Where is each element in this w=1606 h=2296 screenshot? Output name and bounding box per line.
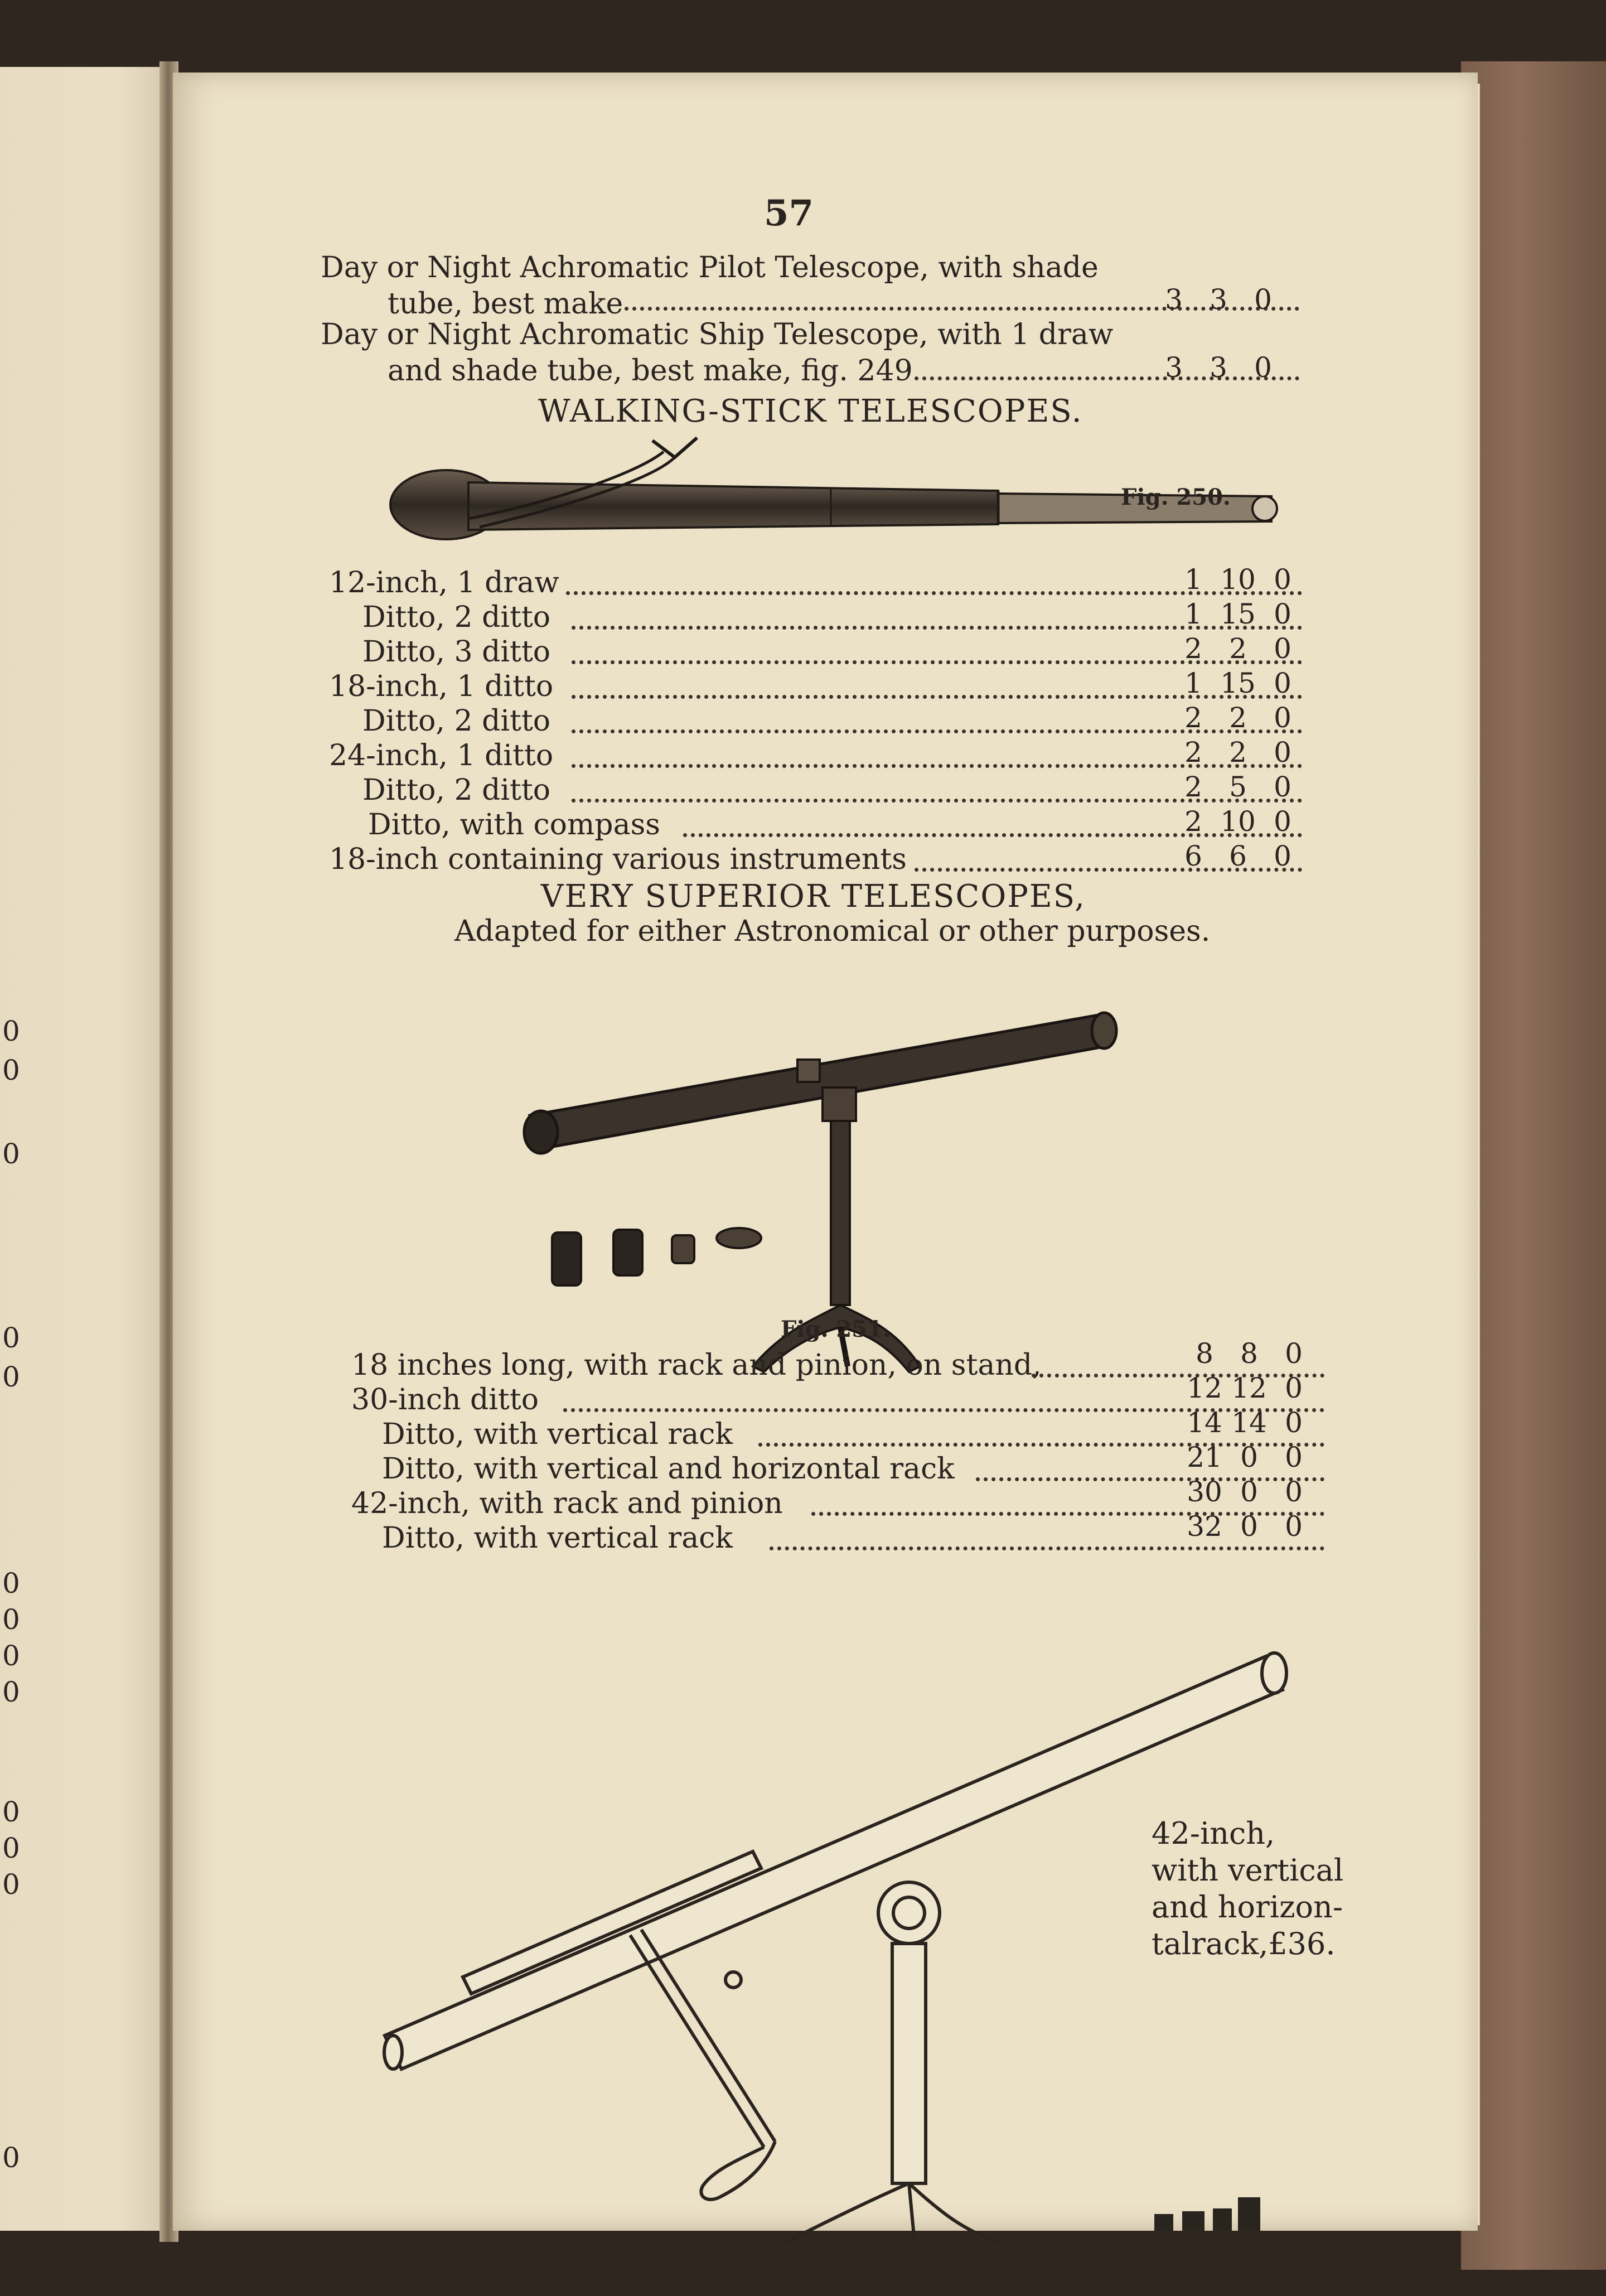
price-pounds: 12 — [1187, 1372, 1222, 1404]
pilot-line2: tube, best make — [388, 287, 623, 321]
price-shillings: 10 — [1220, 805, 1256, 838]
price-pence: 0 — [1274, 840, 1291, 872]
price-pence: 0 — [1285, 1372, 1303, 1404]
margin-digit: 0 — [2, 2142, 20, 2174]
price-shillings: 2 — [1229, 736, 1247, 768]
price-pounds: 2 — [1184, 771, 1202, 803]
margin-digit: 0 — [2, 1054, 20, 1086]
price-pounds: 3 — [1165, 351, 1183, 384]
superior-item-label: 18 inches long, with rack and pinion, on stand, — [351, 1348, 1042, 1382]
superior-item-label: Ditto, with vertical rack — [382, 1521, 733, 1555]
fig251-caption: Fig. 251. — [781, 1316, 891, 1342]
price-shillings: 8 — [1240, 1337, 1258, 1370]
margin-digit: 0 — [2, 1322, 20, 1354]
superior-item-price — [1182, 1510, 1327, 1543]
price-pounds: 3 — [1165, 283, 1183, 316]
walking-item-price — [1171, 632, 1316, 665]
price-pounds: 1 — [1184, 598, 1202, 630]
superior-item-label: 30-inch ditto — [351, 1383, 539, 1417]
price-shillings: 0 — [1240, 1510, 1258, 1543]
price-pounds: 2 — [1184, 702, 1202, 734]
price-pounds: 14 — [1187, 1406, 1222, 1439]
superior-item-label: Ditto, with vertical and horizontal rack — [382, 1452, 955, 1486]
price-pence: 0 — [1274, 598, 1291, 630]
price-pounds: 30 — [1187, 1476, 1222, 1508]
walking-item-label: 24-inch, 1 ditto — [329, 739, 554, 772]
price-pence: 0 — [1274, 632, 1291, 665]
walking-heading: WALKING-STICK TELESCOPES. — [538, 393, 1083, 429]
price-shillings: 2 — [1229, 632, 1247, 665]
superior-item-price — [1182, 1337, 1327, 1370]
price-shillings: 14 — [1231, 1406, 1267, 1439]
price-shillings: 3 — [1210, 283, 1227, 316]
price-shillings: 6 — [1229, 840, 1247, 872]
price-pounds: 1 — [1184, 563, 1202, 596]
price-shillings: 5 — [1229, 771, 1247, 803]
price-shillings: 15 — [1220, 667, 1256, 699]
superior-item-price — [1182, 1372, 1327, 1404]
walking-item-label: Ditto, 3 ditto — [362, 635, 551, 669]
side-caption — [1152, 1815, 1343, 1963]
ship-line1: Day or Night Achromatic Ship Telescope, with 1 draw — [321, 318, 1114, 351]
price-pence: 0 — [1274, 805, 1291, 838]
price-shillings: 0 — [1240, 1441, 1258, 1473]
walking-item-label: Ditto, 2 ditto — [362, 704, 551, 738]
price-pounds: 2 — [1184, 805, 1202, 838]
price-shillings: 12 — [1231, 1372, 1267, 1404]
price-pence: 0 — [1254, 283, 1272, 316]
walking-item-label: 12-inch, 1 draw — [329, 566, 559, 600]
superior-item-price — [1182, 1441, 1327, 1473]
margin-digit: 0 — [2, 1567, 20, 1599]
margin-digit: 0 — [2, 1640, 20, 1672]
price-pence: 0 — [1274, 667, 1291, 699]
price-pounds: 6 — [1184, 840, 1202, 872]
side-caption-line: 42-inch, — [1152, 1816, 1275, 1851]
price-pence: 0 — [1285, 1476, 1303, 1508]
price-pounds: 2 — [1184, 736, 1202, 768]
superior-item-label: 42-inch, with rack and pinion — [351, 1487, 783, 1520]
walking-item-price — [1171, 598, 1316, 630]
walking-item-price — [1171, 736, 1316, 768]
price-pence: 0 — [1285, 1337, 1303, 1370]
walking-item-price — [1171, 702, 1316, 734]
price-shillings: 15 — [1220, 598, 1256, 630]
side-caption-line: with vertical — [1152, 1853, 1344, 1888]
side-caption-line: and horizon- — [1152, 1889, 1343, 1925]
margin-digit: 0 — [2, 1015, 20, 1047]
walking-item-price — [1171, 771, 1316, 803]
margin-digit: 0 — [2, 1796, 20, 1828]
book-cover-edge — [1461, 61, 1606, 2270]
superior-heading: VERY SUPERIOR TELESCOPES, — [541, 878, 1086, 915]
superior-item-price — [1182, 1476, 1327, 1508]
price-shillings: 10 — [1220, 563, 1256, 596]
price-shillings: 0 — [1240, 1476, 1258, 1508]
price-shillings: 3 — [1210, 351, 1227, 384]
price-pence: 0 — [1274, 771, 1291, 803]
price-pounds: 21 — [1187, 1441, 1222, 1473]
margin-digit: 0 — [2, 1832, 20, 1864]
walking-item-label: Ditto, 2 ditto — [362, 774, 551, 807]
price-pence: 0 — [1254, 351, 1272, 384]
margin-digit: 0 — [2, 1676, 20, 1708]
pilot-price — [1152, 283, 1297, 316]
page-number: 57 — [764, 192, 814, 234]
ship-line2: and shade tube, best make, fig. 249 — [388, 354, 913, 388]
left-page — [0, 67, 167, 2231]
ship-price — [1152, 351, 1297, 384]
price-pence: 0 — [1285, 1510, 1303, 1543]
side-caption-line: talrack,£36. — [1152, 1926, 1336, 1961]
walking-item-label: 18-inch containing various instruments — [329, 843, 907, 876]
pilot-line1: Day or Night Achromatic Pilot Telescope, with shade — [321, 251, 1099, 284]
superior-item-label: Ditto, with vertical rack — [382, 1418, 733, 1451]
price-pence: 0 — [1274, 563, 1291, 596]
walking-item-label: Ditto, with compass — [368, 808, 660, 842]
margin-digit: 0 — [2, 1603, 20, 1636]
price-pence: 0 — [1285, 1441, 1303, 1473]
margin-digit: 0 — [2, 1868, 20, 1901]
margin-digit: 0 — [2, 1361, 20, 1393]
superior-item-price — [1182, 1406, 1327, 1439]
price-pounds: 1 — [1184, 667, 1202, 699]
walking-item-price — [1171, 805, 1316, 838]
walking-item-label: Ditto, 2 ditto — [362, 601, 551, 634]
leader-dots — [770, 1546, 1324, 1550]
price-pence: 0 — [1274, 736, 1291, 768]
walking-item-label: 18-inch, 1 ditto — [329, 670, 554, 703]
price-pounds: 2 — [1184, 632, 1202, 665]
price-pounds: 8 — [1196, 1337, 1213, 1370]
fig250-caption: Fig. 250. — [1121, 484, 1231, 510]
right-page — [173, 72, 1478, 2231]
price-pence: 0 — [1274, 702, 1291, 734]
superior-subheading: Adapted for either Astronomical or other purposes. — [454, 915, 1211, 948]
price-shillings: 2 — [1229, 702, 1247, 734]
margin-digit: 0 — [2, 1138, 20, 1170]
walking-item-price — [1171, 563, 1316, 596]
price-pounds: 32 — [1187, 1510, 1222, 1543]
walking-item-price — [1171, 840, 1316, 872]
price-pence: 0 — [1285, 1406, 1303, 1439]
walking-item-price — [1171, 667, 1316, 699]
